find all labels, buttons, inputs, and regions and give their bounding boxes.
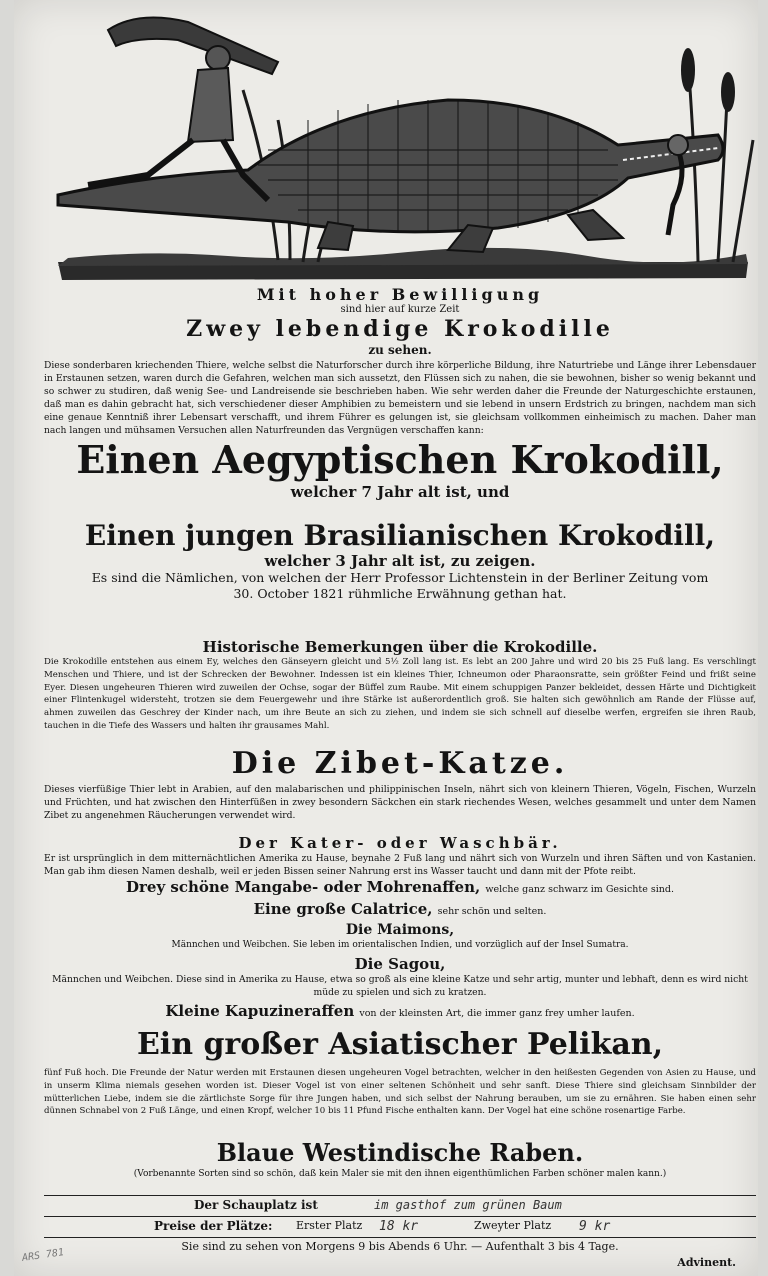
signature: Advinent. (677, 1256, 736, 1269)
header-block (44, 285, 756, 357)
history-block (44, 638, 756, 733)
mangabey-note: welche ganz schwarz im Gesichte sind. (485, 884, 674, 895)
venue-label: Der Schauplatz ist (194, 1198, 318, 1212)
opening-hours: Sie sind zu sehen von Morgens 9 bis Abends 6 Uhr. — Aufenthalt 3 bis 4 Tage. (44, 1237, 756, 1256)
second-place-price: 9 kr (579, 1219, 611, 1234)
footer-block (44, 1195, 756, 1269)
archive-margin-note: ARS 781 (21, 1247, 65, 1264)
raccoon-text: Er ist ursprünglich in dem mitternächtlichen Amerika zu Hause, beynahe 2 Fuß lang und nährt sich von Wurzeln und ihren Säften und von Kastanien. Man gab ihm diesen Namen deshalb, weil er jeden Bissen seiner Nahrung erst ins Wasser taucht und dann mit der Pfote reibt. (44, 853, 756, 877)
capuchin-title: Kleine Kapuzineraffen (165, 1002, 355, 1020)
calatrice-note: sehr schön und selten. (437, 906, 547, 917)
prices-label: Preise der Plätze: (154, 1219, 273, 1233)
sagou-text: Männchen und Weibchen. Diese sind in Amerika zu Hause, etwa so groß als eine kleine Katze und sehr artig, munter und lebhaft, denn es wird nicht müde zu spielen und sich zu kratzen. (52, 974, 748, 998)
egyptian-crocodile-title: Einen Aegyptischen Krokodill, (76, 437, 724, 482)
venue-row (44, 1195, 756, 1216)
poster-sheet (14, 0, 758, 1276)
egyptian-crocodile-age: welcher 7 Jahr alt ist, und (290, 483, 510, 501)
pelican-title: Ein großer Asiatischer Pelikan, (136, 1027, 664, 1062)
raccoon-title: Der Kater- oder Waschbär. (238, 834, 562, 852)
first-place-label: Erster Platz (296, 1219, 363, 1232)
ravens-title: Blaue Westindische Raben. (216, 1138, 584, 1167)
calatrice-title: Eine große Calatrice, (253, 900, 433, 918)
brazilian-crocodile-age: welcher 3 Jahr alt ist, zu zeigen. (264, 552, 536, 570)
first-place-price: 18 kr (379, 1219, 419, 1234)
crocodile-woodcut-illustration (28, 0, 768, 285)
history-title: Historische Bemerkungen über die Krokodille. (202, 638, 598, 656)
egyptian-crocodile-block (44, 438, 756, 502)
brazilian-crocodile-title: Einen jungen Brasilianischen Krokodill, (84, 519, 716, 552)
lichtenstein-note-line1: Es sind die Nämlichen, von welchen der Herr Professor Lichtenstein in der Berliner Zeitung vom (91, 570, 709, 585)
to-see-line: zu sehen. (368, 343, 432, 357)
ravens-block (44, 1138, 756, 1181)
civet-title: Die Zibet-Katze. (231, 746, 569, 781)
short-stay-line: sind hier auf kurze Zeit (340, 304, 460, 315)
maimons-block (44, 921, 756, 952)
pelican-text: fünf Fuß hoch. Die Freunde der Natur werden mit Erstaunen diesen ungeheuren Vogel betrachten, welcher in den heißesten Gegenden von Asien zu Hause, und in unserm Klima niemals gesehen worden ist. Dieser Vogel ist von einer seltenen Schönheit und sehr sanft. Diese Thiere sind gleichsam Sinnbilder der mütterlichen Liebe, indem sie die zärtlichste Sorge für ihre Jungen haben, und sich selbst der Nahrung berauben, um sie zu ernähren. Sie haben einen sehr dünnen Schnabel von 2 Fuß Länge, und einen Kropf, welcher 10 bis 11 Pfund Fische enthalten kann. Der Vogel hat eine schöne rosenartige Farbe. (44, 1068, 756, 1117)
capuchin-line (44, 1001, 756, 1020)
approval-line: Mit hoher Bewilligung (256, 285, 544, 304)
calatrice-line (44, 899, 756, 918)
mangabey-line (44, 877, 756, 896)
history-text: Die Krokodille entstehen aus einem Ey, welches den Gänseyern gleicht und 5½ Zoll lang ist. Es lebt an 200 Jahre und wird 20 bis 25 Fuß lang. Es verschlingt Menschen und Thiere, und ist der Schrecken der Bewohner. Indessen ist ein kleines Thier, Ichneumon oder Pharaonsratte, sein größter Feind und frißt seine Eyer. Diesen ungeheuren Thieren wird zuweilen der Ochse, sogar der Büffel zum Raube. Mit einem schuppigen Panzer bekleidet, dessen Härte und Dichtigkeit einer Flintenkugel widersteht, trotzen sie dem Feuergewehr und ihre Stärke ist außerordentlich groß. Sie halten sich gewöhnlich am Rande der Flüsse auf, ahmen zuweilen das Geschrey der Kinder nach, um ihre Beute an sich zu ziehen, und indem sie sich schnell auf dieselbe werfen, ergreifen sie ihren Raub, tauchen in die Tiefe des Wassers und halten ihr grausames Mahl. (44, 657, 756, 731)
pelican-block (44, 1023, 756, 1118)
brazilian-crocodile-block (44, 520, 756, 602)
main-title: Zwey lebendige Krokodille (186, 316, 614, 342)
venue-handwritten: im gasthof zum grünen Baum (374, 1198, 562, 1212)
civet-block (44, 745, 756, 822)
ravens-note: (Vorbenannte Sorten sind so schön, daß kein Maler sie mit den ihnen eigenthümlichen Farben schöner malen kann.) (133, 1169, 667, 1179)
sagou-title: Die Sagou, (354, 955, 446, 973)
sagou-block (44, 955, 756, 999)
maimons-title: Die Maimons, (345, 922, 455, 938)
maimons-text: Männchen und Weibchen. Sie leben im orientalischen Indien, und vorzüglich auf der Insel Sumatra. (171, 940, 629, 950)
second-place-label: Zweyter Platz (474, 1219, 552, 1232)
intro-paragraph: Diese sonderbaren kriechenden Thiere, welche selbst die Naturforscher durch ihre körperliche Bildung, ihre Naturtriebe und Länge ihrer Lebensdauer in Erstaunen setzen, waren durch die Gefahren, welchen man sich aussetzt, den Flüssen sich zu nahen, die sie bewohnen, bisher so wenig bekannt und so schwer zu studiren, daß wenig See- und Landreisende sie beschrieben haben. Wie sehr werden daher die Freunde der Naturgeschichte erstaunen, daß man es dahin gebracht hat, sich verschiedener dieser Amphibien zu bemeistern und sie lebend in unsern Erdstrich zu bringen, nachdem man sich eine genaue Kenntniß ihrer Lebensart verschafft, und ihrem Führer es gelungen ist, sie gleichsam vollkommen einheimisch zu machen. Daher man nach langen und mühsamen Versuchen allen Naturfreunden das Vergnügen verschaffen kann: (44, 360, 756, 436)
mangabey-title: Drey schöne Mangabe- oder Mohrenaffen, (126, 878, 481, 896)
prices-row (44, 1216, 756, 1237)
lichtenstein-note-line2: 30. October 1821 rühmliche Erwähnung gethan hat. (233, 586, 567, 601)
raccoon-block (44, 834, 756, 878)
capuchin-note: von der kleinsten Art, die immer ganz frey umher laufen. (359, 1008, 635, 1019)
civet-text: Dieses vierfüßige Thier lebt in Arabien, auf den malabarischen und philippinischen Inseln, nährt sich von kleinern Thieren, Vögeln, Fischen, Wurzeln und Früchten, und hat zwischen den Hinterfüßen in zwey besondern Säckchen ein stark riechendes Wesen, welches gesammelt und unter dem Namen Zibet zu angenehmen Räucherungen verwendet wird. (44, 784, 756, 821)
